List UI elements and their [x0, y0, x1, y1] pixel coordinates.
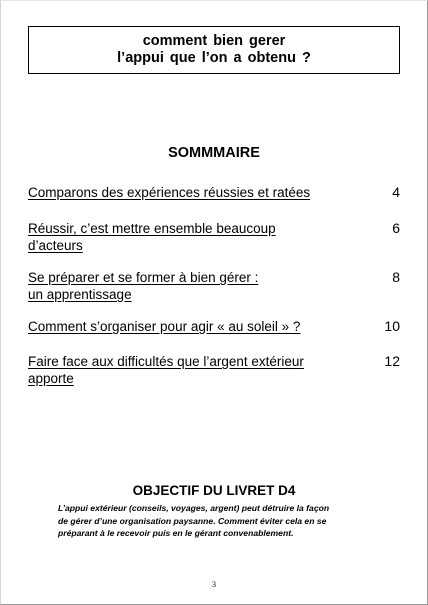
- toc-page-number: 12: [384, 353, 400, 369]
- toc-page-number: 10: [384, 318, 400, 334]
- toc-page-number: 8: [392, 269, 400, 285]
- toc-entry-title[interactable]: Comment s’organiser pour agir « au soleil » ?: [28, 319, 301, 334]
- toc-entry-3[interactable]: [28, 269, 400, 303]
- title-line-1: comment bien gerer: [142, 33, 286, 49]
- title-box: [28, 26, 400, 74]
- toc-page-number: 4: [392, 184, 400, 200]
- objective-description: L’appui extérieur (conseils, voyages, argent) peut détruire la façon de gérer d’une organisation paysanne. Comment éviter cela en se préparant à le recevoir puis en le gérant convenablement.: [58, 503, 330, 538]
- toc-entry-1[interactable]: [28, 184, 400, 201]
- toc-entry-title[interactable]: Comparons des expériences réussies et ratées: [28, 185, 311, 200]
- toc-entry-4[interactable]: [28, 318, 400, 335]
- toc-page-number: 6: [392, 220, 400, 236]
- title-line-2: l’appui que l’on a obtenu ?: [117, 50, 311, 66]
- sommaire-heading: SOMMMAIRE: [168, 145, 260, 161]
- toc-entry-title[interactable]: Réussir, c’est mettre ensemble beaucoup d’acteurs: [28, 221, 276, 253]
- page-number: 3: [212, 580, 216, 589]
- objective-heading: OBJECTIF DU LIVRET D4: [132, 483, 296, 498]
- toc-entry-2[interactable]: [28, 220, 400, 254]
- toc-entry-5[interactable]: [28, 353, 400, 387]
- toc-entry-title[interactable]: Faire face aux difficultés que l’argent extérieur apporte: [28, 354, 304, 386]
- toc-entry-title[interactable]: Se préparer et se former à bien gérer : un apprentissage: [28, 270, 259, 302]
